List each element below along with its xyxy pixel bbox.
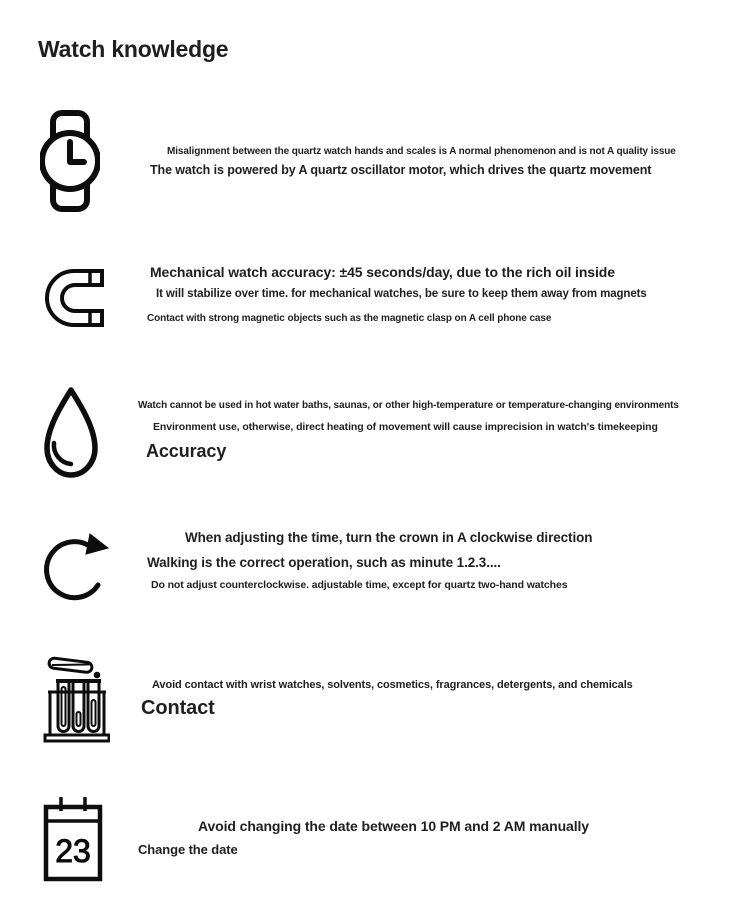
calendar-date-number: 23	[55, 833, 91, 869]
section-magnetism	[0, 262, 750, 382]
calendar-icon	[42, 795, 104, 883]
hot-water-warning-note: Watch cannot be used in hot water baths, saunas, or other high-temperature or temperature-changing environments	[138, 400, 679, 411]
section-change-date	[0, 790, 750, 909]
water-drop-icon	[40, 385, 102, 483]
counterclockwise-warning-note: Do not adjust counterclockwise. adjustable time, except for quartz two-hand watches	[151, 579, 568, 591]
page-title: Watch knowledge	[38, 36, 229, 62]
heating-imprecision-text: Environment use, otherwise, direct heating of movement will cause imprecision in watch's timekeeping	[153, 421, 658, 433]
change-date-heading: Change the date	[138, 842, 238, 857]
test-tubes-icon	[42, 648, 110, 748]
magnet-warning-text: It will stabilize over time. for mechanical watches, be sure to keep them away from magnets	[156, 288, 647, 300]
magnetic-objects-note: Contact with strong magnetic objects such as the magnetic clasp on A cell phone case	[147, 313, 552, 324]
avoid-date-change-text: Avoid changing the date between 10 PM and 2 AM manually	[198, 818, 589, 834]
section-quartz-movement	[0, 110, 750, 220]
clockwise-arrow-icon	[40, 528, 110, 610]
accuracy-heading: Accuracy	[146, 441, 227, 461]
section-accuracy	[0, 385, 750, 518]
quartz-misalignment-note: Misalignment between the quartz watch hands and scales is A normal phenomenon and is not A quality issue	[167, 146, 676, 157]
mechanical-accuracy-text: Mechanical watch accuracy: ±45 seconds/day, due to the rich oil inside	[150, 264, 615, 280]
contact-heading: Contact	[141, 697, 215, 719]
clockwise-direction-text: When adjusting the time, turn the crown in A clockwise direction	[185, 530, 593, 545]
correct-operation-text: Walking is the correct operation, such as minute 1.2.3....	[147, 555, 501, 570]
avoid-chemicals-text: Avoid contact with wrist watches, solvents, cosmetics, fragrances, detergents, and chemicals	[152, 679, 633, 691]
magnet-icon	[42, 266, 104, 330]
wristwatch-icon	[40, 110, 100, 212]
section-contact-chemicals	[0, 645, 750, 788]
section-adjusting-time	[0, 520, 750, 643]
quartz-movement-text: The watch is powered by A quartz oscillator motor, which drives the quartz movement	[150, 163, 652, 177]
